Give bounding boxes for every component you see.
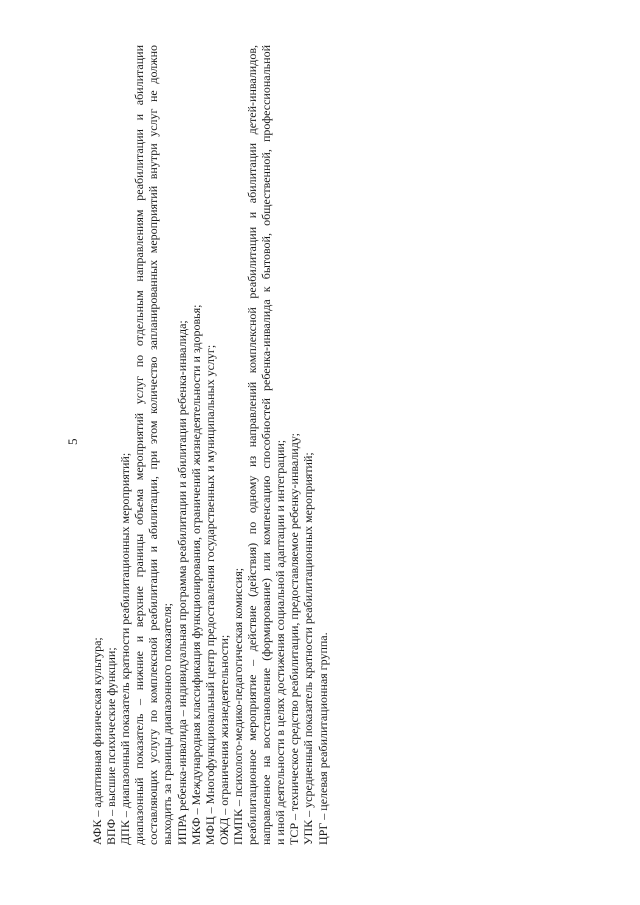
list-item-mfc: МФЦ – Многофункциональный центр предоставления государственных и муниципальных услуг; — [202, 344, 217, 845]
list-item-mkf: МКФ – Международная классификация функционирования, ограничений жизнедеятельности и здоровья; — [188, 304, 203, 845]
page-number: 5 — [65, 438, 80, 445]
definition-rehab-measure-line-2: направленное на восстановление (формирование) или компенсацию способностей ребенка-инвалида к бытовой, общественной, профессиональной — [259, 45, 274, 845]
list-item-dpk: ДПК – диапазонный показатель кратности реабилитационных мероприятий; — [118, 452, 133, 845]
list-item-vpf: ВПФ – высшие психические функции; — [104, 647, 119, 845]
definition-rehab-measure-line-1: реабилитационное мероприятие – действие (действия) по одному из направлений комплексной реабилитации и абилитации детей-инвалидов, — [245, 45, 260, 845]
list-item-tsr: ТСР – техническое средство реабилитации, предоставляемое ребенку-инвалиду; — [287, 432, 302, 845]
list-item-pmpk: ПМПК – психолого-медико-педагогическая комиссия; — [230, 567, 245, 845]
definition-range-indicator-line-1: диапазонный показатель – нижние и верхние границы объема мероприятий услуг по отдельным направлениям реабилитации и абилитации — [132, 45, 147, 845]
list-item-ozhd: ОЖД – ограничения жизнедеятельности; — [216, 634, 231, 845]
list-item-ipra: ИПРА ребенка-инвалида – индивидуальная программа реабилитации и абилитации ребенка-инвалида; — [174, 320, 189, 845]
abbreviation-list — [90, 45, 330, 845]
definition-range-indicator-line-3: выходить за границы диапазонного показателя; — [160, 603, 175, 845]
definition-range-indicator-line-2: составляющих услугу по комплексной реабилитации и абилитации, при этом количество запланированных мероприятий внутри услуг не должно — [146, 45, 161, 845]
list-item-crg: ЦРГ – целевая реабилитационная группа. — [315, 632, 330, 845]
rotated-text-block — [65, 25, 330, 845]
list-item-upk: УПК – усредненный показатель кратности реабилитационных мероприятий; — [301, 452, 316, 845]
definition-rehab-measure-line-3: и иной деятельности в целях достижения социальной адаптации и интеграции; — [273, 439, 288, 845]
list-item-afk: АФК – адаптивная физическая культура; — [90, 637, 104, 845]
